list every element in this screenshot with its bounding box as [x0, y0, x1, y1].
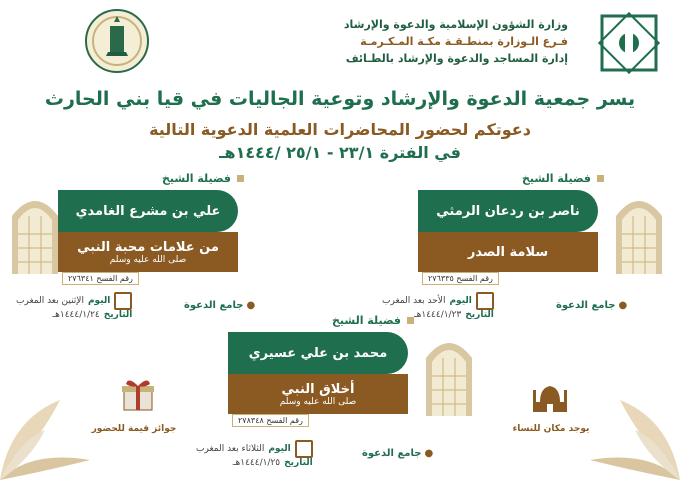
day-value: الثلاثاء بعد المغرب — [196, 444, 265, 454]
location-pin-icon: ● — [424, 448, 434, 459]
sheikh-title-label: فضيلة الشيخ — [162, 172, 244, 185]
day-value: الإثنين بعد المغرب — [16, 296, 84, 306]
day-label: اليوم — [268, 444, 291, 454]
lecture-card-3 — [228, 314, 448, 425]
date-label: التاريخ — [284, 458, 313, 468]
calendar-icon — [476, 292, 494, 310]
gift-box-icon — [118, 376, 158, 412]
mosque-icon — [532, 378, 568, 414]
lecture-topic-sub: صلى الله عليه وسلم — [279, 396, 357, 407]
arch-window-decoration — [614, 186, 664, 274]
sheikh-name: محمد بن علي عسيري — [228, 332, 408, 374]
ministry-header-text — [318, 16, 568, 67]
date-label: التاريخ — [465, 310, 494, 320]
prizes-note: جوائز قيمة للحضور — [91, 424, 177, 434]
lecture-topic-sub: صلى الله عليه وسلم — [109, 254, 187, 265]
sheikh-title-label: فضيلة الشيخ — [332, 314, 414, 327]
lecture-topic-bar — [418, 232, 598, 272]
calendar-icon — [295, 440, 313, 458]
permit-number: رقم الفسح ٢٧٦٣٤١ — [62, 272, 139, 285]
date-label: التاريخ — [103, 310, 133, 320]
calendar-icon — [114, 292, 132, 310]
date-value: ١٤٤٤/١/٢٣هـ — [413, 310, 462, 320]
date-value: ١٤٤٤/١/٢٥هـ — [232, 458, 281, 468]
location-pin-icon: ● — [618, 300, 628, 311]
sheikh-title-label: فضيلة الشيخ — [522, 172, 604, 185]
lecture-topic: سلامة الصدر — [467, 244, 549, 260]
headline-title: يسر جمعية الدعوة والإرشاد وتوعية الجاليات في قيا بني الحارث — [44, 88, 636, 110]
day-label: اليوم — [449, 296, 472, 306]
women-area-note: يوجد مكان للنساء — [512, 424, 590, 434]
lecture-card-2 — [418, 172, 638, 283]
arch-window-decoration — [10, 186, 60, 274]
location-name: جامع الدعوة — [184, 300, 244, 311]
ministry-line-3: إدارة المساجد والدعوة والإرشاد بالطـائف — [345, 52, 568, 65]
date-value: ١٤٤٤/١/٢٤هـ — [52, 310, 100, 320]
lecture-topic: أخلاق النبي — [281, 381, 355, 397]
permit-number: رقم الفسح ٢٧٦٣٣٥ — [422, 272, 499, 285]
location-pin-icon: ● — [246, 300, 256, 311]
lecture-topic: من علامات محبة النبي — [77, 239, 219, 255]
sheikh-name: ناصر بن ردعان الرمثي — [418, 190, 598, 232]
day-label: اليوم — [87, 296, 111, 306]
lecture-1-location — [184, 300, 255, 311]
permit-number: رقم الفسح ٢٧٨٣٤٨ — [232, 414, 309, 427]
ministry-logo-icon — [598, 12, 660, 74]
association-logo-icon — [84, 8, 150, 74]
ministry-line-1: وزارة الشؤون الإسلامية والدعوة والإرشاد — [343, 18, 568, 31]
location-name: جامع الدعوة — [362, 448, 422, 459]
lecture-2-schedule — [382, 292, 494, 320]
floral-corner-right-decoration — [560, 360, 680, 480]
lecture-3-location — [362, 448, 433, 459]
lecture-topic-bar — [58, 232, 238, 272]
period-subtitle: في الفترة ٢٣/١ - ٢٥/١ /١٤٤٤هـ — [219, 143, 461, 162]
lecture-2-location — [556, 300, 627, 311]
ministry-line-2: فـرع الـوزارة بمنطـقـة مكـة المـكـرمـة — [360, 35, 568, 48]
location-name: جامع الدعوة — [556, 300, 616, 311]
lecture-1-schedule — [16, 292, 132, 320]
arch-window-decoration — [424, 328, 474, 416]
day-value: الأحد بعد المغرب — [382, 296, 446, 306]
lecture-3-schedule — [196, 440, 313, 468]
lecture-topic-bar — [228, 374, 408, 414]
sheikh-name: علي بن مشرع الغامدي — [58, 190, 238, 232]
invitation-subtitle: دعوتكم لحضور المحاضرات العلمية الدعوية التالية — [149, 120, 531, 139]
floral-corner-left-decoration — [0, 360, 120, 480]
lecture-card-1 — [58, 172, 278, 283]
